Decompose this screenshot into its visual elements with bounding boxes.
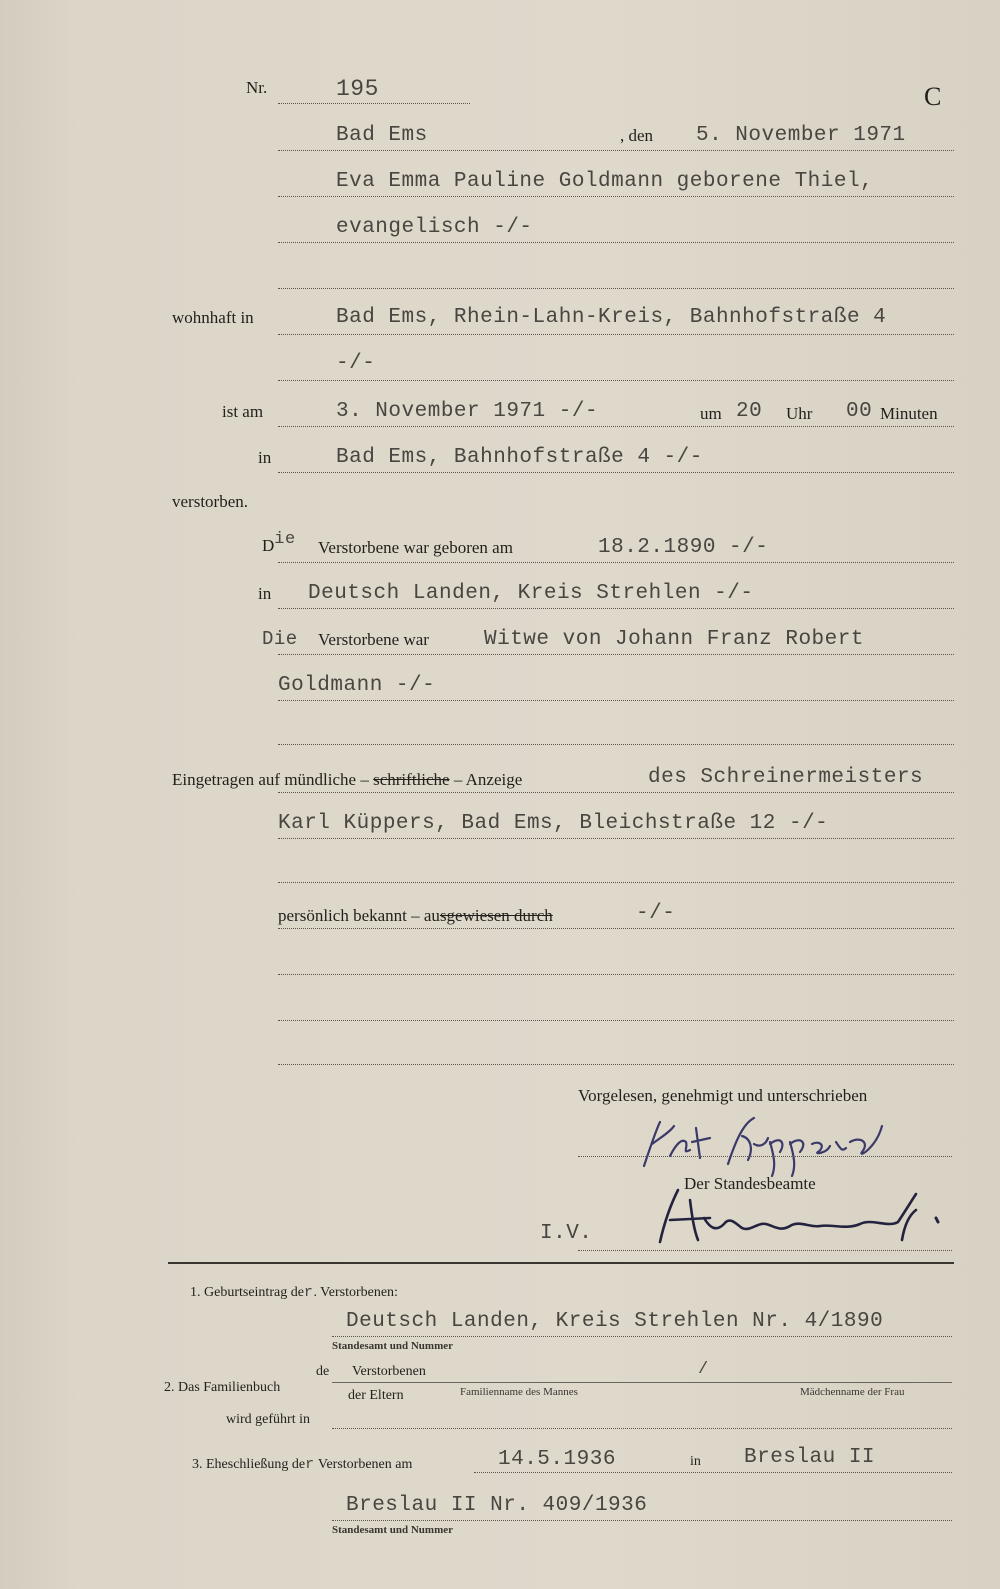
registrar-signature <box>650 1180 950 1250</box>
blank-rule-2 <box>278 1020 954 1021</box>
residence-rule-1 <box>278 334 954 335</box>
marital-label: Verstorbene war <box>318 630 429 649</box>
die-prefix: Die <box>262 628 298 650</box>
birth-place-label: in <box>258 584 272 603</box>
standesamt-caption-1: Standesamt und Nummer <box>332 1340 454 1352</box>
marriage-registry: Breslau II Nr. 409/1936 <box>346 1494 648 1517</box>
birth-date: 18.2.1890 -/- <box>598 536 769 559</box>
note3-label-a: 3. Eheschließung de <box>192 1457 306 1472</box>
minuten-label: Minuten <box>880 404 938 423</box>
marital-rule-2 <box>278 700 954 701</box>
standesamt-caption-2: Standesamt und Nummer <box>332 1524 454 1536</box>
registration-rule-2 <box>278 838 954 839</box>
name-line-2 <box>278 242 954 243</box>
nr-line <box>278 103 470 104</box>
registration-struck: schriftliche <box>373 770 450 789</box>
marriage-place: Breslau II <box>744 1446 876 1469</box>
residence-rule-2 <box>278 380 954 381</box>
place: Bad Ems <box>336 124 428 147</box>
note1-label-a: 1. Geburtseintrag de <box>190 1285 304 1300</box>
known-struck: sgewiesen durch <box>439 906 553 925</box>
nr-label: Nr. <box>246 78 268 97</box>
known-rule <box>278 928 954 929</box>
marital-value-2: Goldmann -/- <box>278 674 436 697</box>
verstorben-label: verstorben. <box>172 492 249 511</box>
deceased-name: Eva Emma Pauline Goldmann geborene Thiel, <box>336 170 874 193</box>
d-suffix: ie <box>274 530 296 549</box>
nr-value: 195 <box>336 76 379 102</box>
note3-in: in <box>690 1454 701 1469</box>
death-hour: 20 <box>736 400 763 423</box>
informant-signature-rule <box>578 1156 952 1157</box>
note1-r: r <box>303 1284 314 1301</box>
registrar-label: Der Standesbeamte <box>684 1174 816 1193</box>
death-place: Bad Ems, Bahnhofstraße 4 -/- <box>336 446 703 469</box>
marriage-date: 14.5.1936 <box>498 1448 616 1471</box>
note1-rule <box>332 1336 952 1337</box>
note2-verstorbenen: Verstorbenen <box>352 1364 426 1379</box>
section-divider <box>168 1262 954 1264</box>
note2-eltern: der Eltern <box>348 1388 404 1403</box>
registration-label-a: Eingetragen auf mündliche – <box>172 770 369 789</box>
blank-rule-3 <box>278 1064 954 1065</box>
corner-letter: C <box>924 82 942 111</box>
document-date: 5. November 1971 <box>696 124 906 147</box>
marital-value-1: Witwe von Johann Franz Robert <box>484 628 864 651</box>
note2-wird: wird geführt in <box>226 1412 310 1427</box>
registrar-signature-rule <box>578 1250 952 1251</box>
registration-rule-3 <box>278 882 954 883</box>
registration-label-b: – Anzeige <box>453 770 523 789</box>
read-approved-label: Vorgelesen, genehmigt und unterschrieben <box>578 1086 868 1105</box>
death-date-rule <box>278 426 954 427</box>
note3-registry-rule <box>332 1520 952 1521</box>
note1-label-b: . Verstorbenen: <box>313 1285 398 1300</box>
note2-rule <box>332 1382 952 1383</box>
d-prefix: D <box>262 536 275 555</box>
informant-line1: des Schreinermeisters <box>648 766 924 789</box>
um-label: um <box>700 404 722 423</box>
birth-date-rule <box>278 562 954 563</box>
residence-label: wohnhaft in <box>172 308 254 327</box>
death-place-label: in <box>258 448 272 467</box>
informant-signature <box>630 1108 910 1178</box>
death-date-label: ist am <box>222 402 264 421</box>
note2-de: de <box>316 1364 330 1379</box>
maiden-name-caption: Mädchenname der Frau <box>800 1386 905 1398</box>
note2-label: 2. Das Familienbuch <box>164 1380 281 1395</box>
note3-rule <box>474 1472 952 1473</box>
known-label: persönlich bekannt – au <box>278 906 440 925</box>
den-label: , den <box>620 126 654 145</box>
note2-slash: / <box>698 1360 709 1379</box>
registration-rule-1 <box>278 792 954 793</box>
note3-r: r <box>305 1456 315 1473</box>
note2-wird-rule <box>332 1428 952 1429</box>
death-place-rule <box>278 472 954 473</box>
note3-label-b: Verstorbenen am <box>314 1457 413 1472</box>
residence-line2: -/- <box>336 352 376 375</box>
name-line-3 <box>278 288 954 289</box>
death-minutes: 00 <box>846 400 873 423</box>
iv-label: I.V. <box>540 1222 593 1245</box>
name-line-1 <box>278 196 954 197</box>
note1-value: Deutsch Landen, Kreis Strehlen Nr. 4/1890 <box>346 1310 884 1333</box>
marital-rule-1 <box>278 654 954 655</box>
family-name-caption: Familienname des Mannes <box>460 1386 578 1398</box>
birth-place-rule <box>278 608 954 609</box>
birth-label: Verstorbene war geboren am <box>318 538 513 557</box>
blank-rule-1 <box>278 974 954 975</box>
marital-rule-3 <box>278 744 954 745</box>
informant-line2: Karl Küppers, Bad Ems, Bleichstraße 12 -/- <box>278 812 829 835</box>
place-line <box>278 150 954 151</box>
known-value: -/- <box>636 902 676 925</box>
birth-place: Deutsch Landen, Kreis Strehlen -/- <box>308 582 754 605</box>
death-date: 3. November 1971 -/- <box>336 400 599 423</box>
uhr-label: Uhr <box>786 404 813 423</box>
deceased-religion: evangelisch -/- <box>336 216 533 239</box>
residence-line1: Bad Ems, Rhein-Lahn-Kreis, Bahnhofstraße 4 <box>336 306 887 329</box>
